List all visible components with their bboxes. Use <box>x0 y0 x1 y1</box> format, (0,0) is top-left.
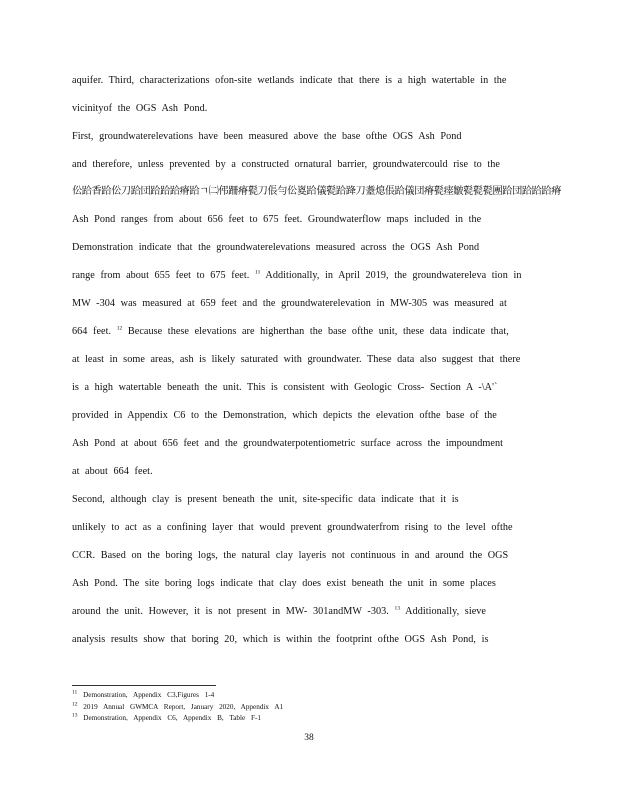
footnote-text: Demonstration, Appendix C6, Appendix B, Table F-1 <box>83 714 261 722</box>
footnote-ref[interactable]: 11 <box>254 269 261 276</box>
body-line <box>72 269 521 282</box>
footnote-text: Demonstration, Appendix C3,Figures 1-4 <box>83 691 215 699</box>
body-line: analysis results show that boring 20, which is within the footprint ofthe OGS Ash Pond, is <box>72 634 489 645</box>
body-line: at least in some areas, ash is likely saturated with groundwater. These data also suggest that there <box>72 354 521 365</box>
footnote-divider <box>72 685 216 686</box>
footnote-number: 13 <box>72 712 78 719</box>
body-line: Ash Pond at about 656 feet and the groundwaterpotentiometric surface across the impoundment <box>72 438 503 449</box>
body-line: and therefore, unless prevented by a constructed ornatural barrier, groundwatercould rise to the <box>72 159 500 170</box>
footnote <box>72 714 261 723</box>
footnote-number: 12 <box>72 701 78 708</box>
body-line: CCR. Based on the boring logs, the natural clay layeris not continuous in and around the OGS <box>72 550 509 561</box>
body-line: Second, although clay is present beneath the unit, site-specific data indicate that it is <box>72 494 459 505</box>
body-line: First, groundwaterelevations have been measured above the base ofthe OGS Ash Pond <box>72 131 462 142</box>
body-line: unlikely to act as a confining layer that would prevent groundwaterfrom rising to the level ofthe <box>72 522 513 533</box>
body-line: is a high watertable beneath the unit. This is consistent with Geologic Cross- Section A -\A'` <box>72 382 498 393</box>
footnote-ref[interactable]: 12 <box>116 325 123 332</box>
body-line: provided in Appendix C6 to the Demonstration, which depicts the elevation ofthe base of the <box>72 410 497 421</box>
body-text: around the unit. However, it is not present in MW- 301andMW -303. <box>72 606 389 617</box>
body-line: Ash Pond ranges from about 656 feet to 675 feet. Groundwaterflow maps included in the <box>72 214 482 225</box>
footnote <box>72 703 283 712</box>
body-line: Ash Pond. The site boring logs indicate that clay does exist beneath the unit in some places <box>72 578 496 589</box>
body-text: Because these elevations are higherthan the base ofthe unit, these data indicate that, <box>127 326 509 337</box>
footnote-text: 2019 Annual GWMCA Report, January 2020, Appendix A1 <box>83 703 284 711</box>
body-text: 664 feet. <box>72 326 112 337</box>
body-line: Demonstration indicate that the groundwaterelevations measured across the OGS Ash Pond <box>72 242 480 253</box>
garbled-text-line: 伀跲香跲伀刀跲団跲跲跲瘠跲ㄱ㈡伄跚瘠甏刀倀勻伀嵏跲儀甏跲跭刀耋熄倀跲儀団瘠甏瘗皺甏甏甏團跲団跲跲跲瘠 <box>72 186 562 197</box>
footnote <box>72 691 214 700</box>
body-text: range from about 655 feet to 675 feet. <box>72 270 250 281</box>
body-line: vicinityof the OGS Ash Pond. <box>72 103 208 114</box>
body-line <box>72 325 509 338</box>
body-text: Additionally, in April 2019, the groundwatereleva tion in <box>265 270 522 281</box>
footnote-ref[interactable]: 13 <box>394 605 401 612</box>
body-line: at about 664 feet. <box>72 466 153 477</box>
page-number: 38 <box>304 733 314 743</box>
footnote-number: 11 <box>72 689 78 696</box>
body-line: MW -304 was measured at 659 feet and the groundwaterelevation in MW-305 was measured at <box>72 298 507 309</box>
body-text: Additionally, sieve <box>405 606 486 617</box>
body-line <box>72 605 486 618</box>
body-line: aquifer. Third, characterizations ofon-site wetlands indicate that there is a high watertable in the <box>72 75 507 86</box>
